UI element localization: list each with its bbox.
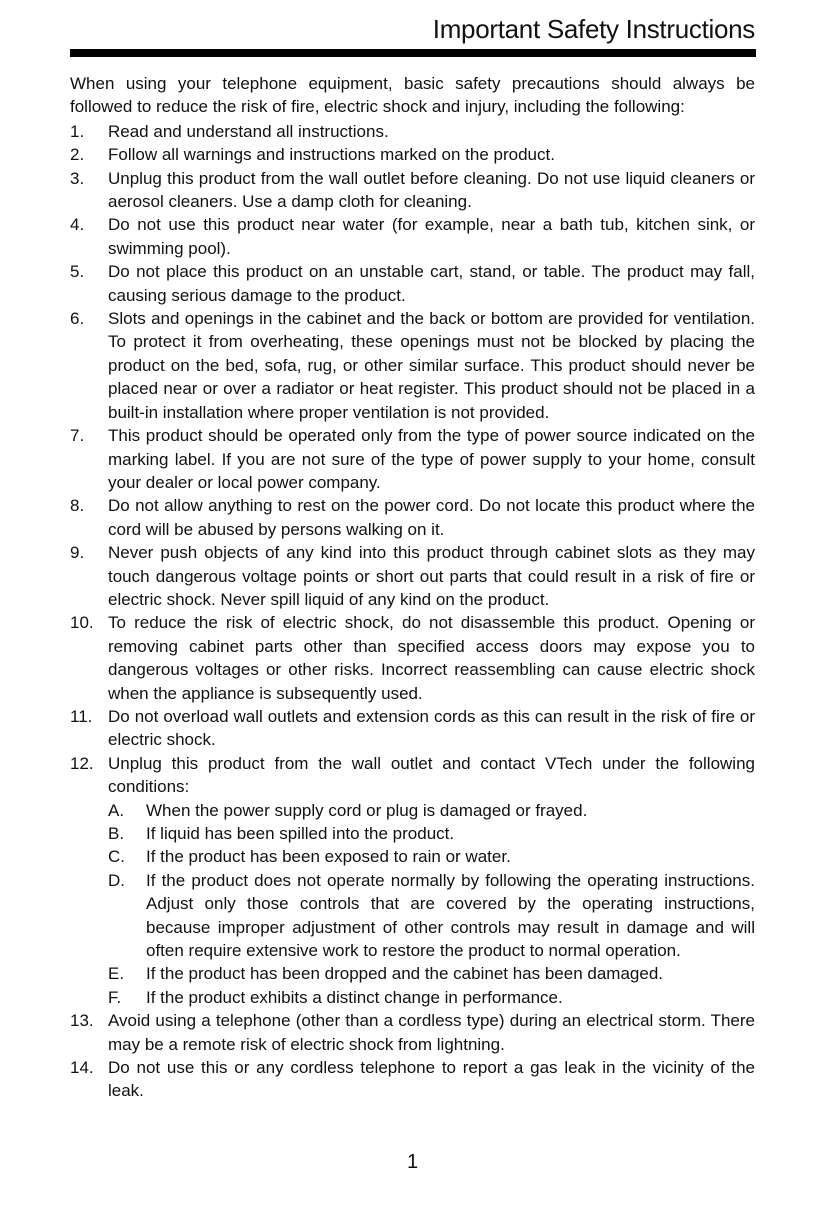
item-text: Do not use this product near water (for example, near a bath tub, kitchen sink, or swimming pool). (108, 215, 755, 258)
sub-item-text: If the product does not operate normally by following the operating instructions. Adjust only those controls that are covered by the operating instructions, because improper adjustment of other controls may result in damage and will often require extensive work to restore the product to normal operation. (146, 870, 755, 961)
item-text: Never push objects of any kind into this product through cabinet slots as they may touch dangerous voltage points or short out parts that could result in a risk of fire or electric shock. Never spill liquid of any kind on the product. (108, 543, 755, 609)
item-text: Do not allow anything to rest on the power cord. Do not locate this product where the cord will be abused by persons walking on it. (108, 496, 755, 539)
item-number: 9. (70, 543, 85, 563)
item-number: 11. (70, 706, 93, 726)
page-number: 1 (406, 1151, 419, 1173)
item-text: Slots and openings in the cabinet and the back or bottom are provided for ventilation. To protect it from overheating, these openings must not be blocked by placing the product on the bed, sofa, rug, or other similar surface. This product should never be placed near or over a radiator or heat register. This product should not be placed in a built-in installation where proper ventilation is not provided. (108, 309, 755, 422)
item-text: Follow all warnings and instructions marked on the product. (108, 145, 555, 165)
list-item (70, 1056, 755, 1103)
sub-list-item (108, 962, 755, 985)
item-number: 14. (70, 1058, 94, 1078)
sub-item-letter: B. (108, 824, 125, 843)
item-text: Read and understand all instructions. (108, 121, 389, 141)
list-item (70, 705, 755, 752)
sub-item-text: If liquid has been spilled into the product. (146, 824, 455, 843)
item-number: 12. (70, 753, 94, 773)
sub-item-text: If the product has been dropped and the cabinet has been damaged. (146, 964, 664, 984)
item-number: 8. (70, 496, 85, 516)
item-number: 10. (70, 613, 94, 633)
item-text: Do not place this product on an unstable cart, stand, or table. The product may fall, causing serious damage to the product. (108, 262, 755, 305)
sub-list-item (108, 845, 755, 868)
sub-list-item (108, 869, 755, 963)
item-number: 3. (70, 168, 85, 188)
sub-list-item (108, 799, 755, 822)
item-number: 5. (70, 262, 85, 282)
page-title: Important Safety Instructions (432, 14, 755, 44)
list-item (70, 1009, 755, 1056)
item-number: 13. (70, 1011, 94, 1031)
item-text: This product should be operated only from the type of power source indicated on the marking label. If you are not sure of the type of power supply to your home, consult your dealer or local power company. (108, 426, 755, 492)
item-text: Unplug this product from the wall outlet and contact VTech under the following conditions: (108, 753, 755, 797)
item-number: 4. (70, 215, 85, 235)
sub-list-item (108, 822, 755, 845)
item-number: 1. (70, 121, 85, 141)
instructions-list (70, 120, 755, 1103)
list-item (70, 260, 755, 307)
conditions-list (108, 799, 755, 1010)
list-item (70, 167, 755, 214)
item-text: To reduce the risk of electric shock, do not disassemble this product. Opening or removing cabinet parts other than specified access doors may expose you to dangerous voltages or other risks. Incorrect reassembling can cause electric shock when the appliance is subsequently used. (108, 613, 755, 703)
item-number: 6. (70, 309, 85, 329)
sub-item-text: If the product has been exposed to rain or water. (146, 847, 511, 867)
intro-paragraph: When using your telephone equipment, basic safety precautions should always be followed to reduce the risk of fire, electric shock and injury, including the following: (70, 74, 755, 117)
sub-item-text: If the product exhibits a distinct change in performance. (146, 987, 563, 1007)
sub-item-text: When the power supply cord or plug is damaged or frayed. (146, 800, 588, 820)
header-rule (70, 49, 756, 57)
sub-item-letter: F. (108, 987, 122, 1007)
sub-item-letter: A. (108, 800, 125, 820)
sub-item-letter: E. (108, 964, 125, 984)
list-item (70, 541, 755, 611)
list-item (70, 120, 755, 143)
item-body (108, 752, 755, 1009)
list-item (70, 494, 755, 541)
list-item (70, 307, 755, 424)
page-content (70, 72, 755, 1103)
list-item (70, 611, 755, 705)
list-item (70, 752, 755, 1009)
item-text: Do not overload wall outlets and extension cords as this can result in the risk of fire or electric shock. (108, 706, 755, 750)
item-number: 2. (70, 145, 85, 165)
item-text: Avoid using a telephone (other than a cordless type) during an electrical storm. There may be a remote risk of electric shock from lightning. (108, 1011, 755, 1054)
list-item (70, 424, 755, 494)
item-text: Unplug this product from the wall outlet before cleaning. Do not use liquid cleaners or aerosol cleaners. Use a damp cloth for cleaning. (108, 168, 755, 212)
item-number: 7. (70, 426, 85, 446)
sub-item-letter: D. (108, 870, 125, 890)
list-item (70, 143, 755, 166)
list-item (70, 213, 755, 260)
sub-list-item (108, 986, 755, 1009)
item-text: Do not use this or any cordless telephone to report a gas leak in the vicinity of the leak. (108, 1058, 755, 1101)
sub-item-letter: C. (108, 847, 125, 867)
